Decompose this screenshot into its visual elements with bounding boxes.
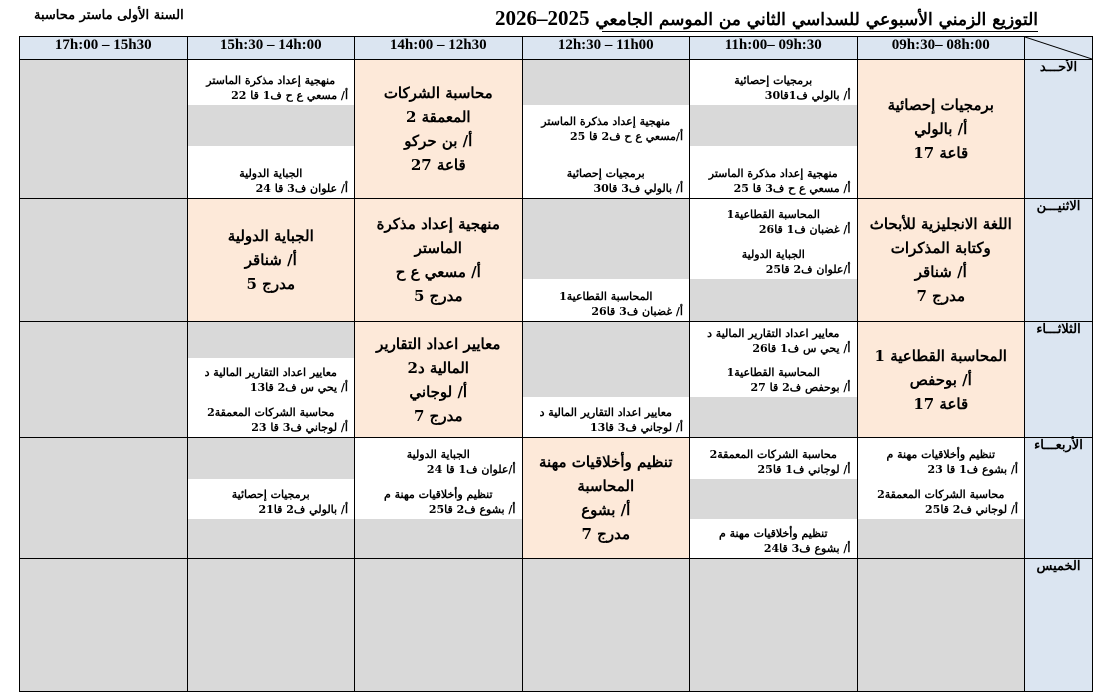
teacher-group-room: أ/ يحي س ف1 قا26 — [752, 342, 851, 356]
course-name: برمجيات إحصائية — [734, 74, 813, 87]
group-session — [523, 146, 690, 198]
empty-subslot — [690, 479, 857, 520]
session-info — [690, 447, 857, 477]
session-info — [523, 166, 690, 196]
lecture-info — [523, 438, 690, 558]
teacher-group-room: أ/ غضبان ف3 قا26 — [591, 305, 683, 319]
course-name: المحاسبة القطاعية1 — [726, 208, 820, 222]
course-name: تنظيم وأخلاقيات مهنة م — [886, 447, 996, 461]
group-session — [523, 105, 690, 147]
group-session — [188, 146, 355, 198]
group-slot-cell — [690, 322, 858, 437]
course-name: المحاسبة القطاعية1 — [559, 290, 653, 304]
lecture-info — [355, 60, 522, 198]
lecture-cell — [187, 199, 355, 322]
group-slot-cell — [522, 60, 690, 199]
session-info — [690, 166, 857, 196]
lecture-line: أ/ شناقر — [244, 251, 297, 270]
day-row — [20, 437, 1093, 558]
lecture-line: المحاسبة القطاعية 1 — [874, 346, 1007, 365]
day-label: الخميس — [1025, 558, 1093, 691]
lecture-line: معايير اعداد التقارير — [376, 334, 501, 353]
teacher-group-room: أ/مسعي ع ح ف2 قا 25 — [569, 130, 683, 143]
lecture-line: أ/ شناقر — [914, 263, 967, 282]
group-session — [523, 279, 690, 321]
lecture-line: مدرج 7 — [414, 406, 463, 425]
session-info — [355, 447, 522, 477]
lecture-line: أ/ مسعي ع ح — [395, 263, 481, 282]
empty-subslot — [523, 358, 690, 398]
group-session — [690, 438, 857, 480]
teacher-group-room: أ/ بالولي ف2 قا21 — [258, 502, 348, 516]
lecture-line: قاعة 17 — [913, 394, 969, 413]
course-name: برمجيات إحصائية — [231, 487, 310, 501]
group-session — [355, 438, 522, 480]
empty-subslot — [188, 105, 355, 147]
title-text: التوزيع الزمني الأسبوعي للسداسي الثاني من الموسم الجامعي — [595, 10, 1038, 30]
lecture-line: أ/ بشوع — [581, 500, 631, 519]
empty-subslot — [188, 322, 355, 359]
time-slot-header: 09h:30– 08h:00 — [857, 37, 1025, 60]
empty-slot — [355, 558, 523, 691]
lecture-line: مدرج 5 — [414, 287, 463, 306]
course-name: منهجية إعداد مذكرة الماستر — [708, 167, 838, 181]
teacher-group-room: أ/ لوجاني ف2 قا25 — [925, 502, 1018, 516]
course-name: محاسبة الشركات المعمقة2 — [709, 447, 837, 461]
empty-slot — [20, 322, 188, 437]
group-session — [188, 479, 355, 520]
session-info — [690, 247, 857, 277]
lecture-line: المحاسبة — [577, 476, 635, 495]
empty-slot — [20, 60, 188, 199]
group-session — [690, 199, 857, 240]
course-name: منهجية إعداد مذكرة الماستر — [541, 115, 671, 128]
group-slot-cell — [522, 322, 690, 437]
empty-slot — [20, 199, 188, 322]
course-name: الجباية الدولية — [239, 167, 303, 181]
group-session — [858, 438, 1025, 480]
session-info — [690, 526, 857, 556]
lecture-info — [858, 60, 1025, 198]
day-row — [20, 558, 1093, 691]
title-year: 2025–2026 — [494, 6, 590, 30]
time-slot-header: 14h:00 – 12h30 — [355, 37, 523, 60]
empty-slot — [20, 558, 188, 691]
empty-subslot — [690, 105, 857, 147]
course-name: منهجية إعداد مذكرة الماستر — [206, 74, 336, 87]
course-name: محاسبة الشركات المعمقة2 — [207, 405, 335, 419]
timetable — [19, 36, 1093, 692]
session-info — [523, 405, 690, 435]
group-slot-cell — [690, 437, 858, 558]
lecture-cell — [522, 437, 690, 558]
lecture-info — [355, 322, 522, 436]
empty-subslot — [523, 239, 690, 280]
lecture-cell — [857, 60, 1025, 199]
session-info — [355, 487, 522, 517]
lecture-line: مدرج 7 — [916, 287, 965, 306]
lecture-cell — [857, 322, 1025, 437]
course-name: الجباية الدولية — [741, 248, 805, 262]
group-slot-cell — [187, 322, 355, 437]
session-info — [188, 487, 355, 517]
teacher-group-room: أ/ لوجاني ف3 قا 23 — [251, 420, 348, 434]
teacher-group-room: أ/ بوحفص ف2 قا 27 — [750, 381, 851, 395]
day-row — [20, 60, 1093, 199]
time-slot-header: 15h:30 – 14h:00 — [187, 37, 355, 60]
session-info — [188, 365, 355, 395]
lecture-info — [188, 199, 355, 321]
session-info — [523, 289, 690, 319]
page-title — [495, 6, 1038, 31]
empty-subslot — [523, 60, 690, 106]
group-session — [690, 146, 857, 198]
group-session — [355, 479, 522, 520]
session-info — [188, 166, 355, 196]
group-session — [690, 519, 857, 558]
session-info — [523, 114, 690, 144]
course-name: معايير اعداد التقارير المالية د — [539, 405, 672, 419]
day-row — [20, 322, 1093, 437]
group-slot-cell — [690, 60, 858, 199]
lecture-info — [858, 199, 1025, 321]
corner-cell — [1025, 37, 1093, 60]
session-info — [188, 73, 355, 103]
group-session — [858, 479, 1025, 520]
empty-subslot — [188, 438, 355, 480]
group-slot-cell — [690, 199, 858, 322]
group-slot-cell — [355, 437, 523, 558]
lecture-line: تنظيم وأخلاقيات مهنة — [539, 452, 673, 471]
lecture-line: منهجية إعداد مذكرة — [376, 215, 500, 234]
title-underline — [602, 31, 1038, 32]
teacher-group-room: أ/ بالولي ف1قا30 — [764, 89, 851, 102]
empty-subslot — [523, 199, 690, 240]
teacher-group-room: أ/علوان ف1 قا 24 — [426, 462, 516, 476]
group-slot-cell — [187, 437, 355, 558]
group-session — [188, 397, 355, 436]
teacher-group-room: أ/ علوان ف3 قا 24 — [255, 182, 348, 196]
empty-subslot — [690, 279, 857, 321]
empty-slot — [857, 558, 1025, 691]
group-session — [690, 239, 857, 280]
lecture-line: أ/ بالولي — [914, 120, 968, 139]
session-info — [858, 487, 1025, 517]
empty-subslot — [355, 519, 522, 558]
lecture-line: اللغة الانجليزية للأبحاث — [869, 215, 1012, 234]
session-info — [690, 365, 857, 395]
teacher-group-room: أ/ مسعي ع ح ف1 قا 22 — [231, 89, 348, 102]
lecture-line: المعمقة 2 — [405, 108, 471, 127]
group-session — [188, 358, 355, 398]
lecture-line: الجباية الدولية — [227, 227, 314, 246]
time-slot-header: 11h:00– 09h:30 — [690, 37, 858, 60]
teacher-group-room: أ/ لوجاني ف3 قا13 — [590, 420, 683, 434]
session-info — [188, 405, 355, 435]
teacher-group-room: أ/ بشوع ف3 قا24 — [763, 541, 851, 555]
day-label: الاثنيـــن — [1025, 199, 1093, 322]
group-session — [690, 358, 857, 398]
group-session — [690, 60, 857, 106]
empty-slot — [187, 558, 355, 691]
course-name: الجباية الدولية — [406, 447, 470, 461]
lecture-line: وكتابة المذكرات — [890, 239, 991, 258]
lecture-line: المالية د2 — [407, 358, 469, 377]
empty-slot — [690, 558, 858, 691]
lecture-cell — [355, 322, 523, 437]
empty-subslot — [523, 322, 690, 359]
empty-subslot — [188, 519, 355, 558]
lecture-line: قاعة 27 — [410, 156, 466, 175]
group-slot-cell — [522, 199, 690, 322]
teacher-group-room: أ/ غضبان ف1 قا26 — [758, 223, 851, 237]
course-name: تنظيم وأخلاقيات مهنة م — [383, 487, 493, 501]
time-header-row — [20, 37, 1093, 60]
lecture-cell — [355, 60, 523, 199]
lecture-line: مدرج 5 — [246, 275, 295, 294]
course-name: محاسبة الشركات المعمقة2 — [877, 487, 1005, 501]
lecture-info — [355, 199, 522, 321]
lecture-line: أ/ بن حركو — [404, 132, 473, 151]
teacher-group-room: أ/ بالولي ف3 قا30 — [593, 182, 683, 196]
course-name: معايير اعداد التقارير المالية د — [707, 327, 840, 341]
course-name: المحاسبة القطاعية1 — [726, 366, 820, 380]
empty-subslot — [858, 519, 1025, 558]
teacher-group-room: أ/ بشوع ف1 قا 23 — [927, 462, 1018, 476]
lecture-line: مدرج 7 — [581, 524, 630, 543]
lecture-line: برمجيات إحصائية — [887, 96, 994, 115]
time-slot-header: 17h:00 – 15h30 — [20, 37, 188, 60]
teacher-group-room: أ/ لوجاني ف1 قا25 — [757, 462, 851, 476]
teacher-group-room: أ/ مسعي ع ح ف3 قا 25 — [733, 182, 851, 196]
lecture-line: قاعة 17 — [913, 144, 969, 163]
group-slot-cell — [857, 437, 1025, 558]
course-name: برمجيات إحصائية — [566, 167, 645, 181]
course-name: تنظيم وأخلاقيات مهنة م — [718, 526, 828, 540]
session-info — [690, 326, 857, 356]
teacher-group-room: أ/علوان ف2 قا25 — [765, 263, 851, 277]
lecture-line: محاسبة الشركات — [383, 84, 493, 103]
lecture-cell — [857, 199, 1025, 322]
lecture-line: أ/ لوجاني — [409, 382, 468, 401]
empty-subslot — [690, 397, 857, 436]
lecture-cell — [355, 199, 523, 322]
class-subtitle: السنة الأولى ماستر محاسبة — [34, 8, 184, 23]
teacher-group-room: أ/ بشوع ف2 قا25 — [428, 502, 516, 516]
day-row — [20, 199, 1093, 322]
course-name: معايير اعداد التقارير المالية د — [204, 366, 337, 380]
session-info — [858, 447, 1025, 477]
session-info — [690, 73, 857, 103]
group-session — [523, 397, 690, 436]
day-label: الأربعـــاء — [1025, 437, 1093, 558]
empty-slot — [20, 437, 188, 558]
group-session — [690, 322, 857, 359]
lecture-line: الماستر — [414, 239, 462, 258]
day-label: الثلاثـــاء — [1025, 322, 1093, 437]
session-info — [690, 207, 857, 237]
teacher-group-room: أ/ يحي س ف2 قا13 — [249, 381, 348, 395]
lecture-info — [858, 322, 1025, 436]
group-slot-cell — [187, 60, 355, 199]
time-slot-header: 12h:30 – 11h00 — [522, 37, 690, 60]
day-label: الأحـــد — [1025, 60, 1093, 199]
lecture-line: أ/ بوحفص — [909, 370, 972, 389]
group-session — [188, 60, 355, 106]
empty-slot — [522, 558, 690, 691]
